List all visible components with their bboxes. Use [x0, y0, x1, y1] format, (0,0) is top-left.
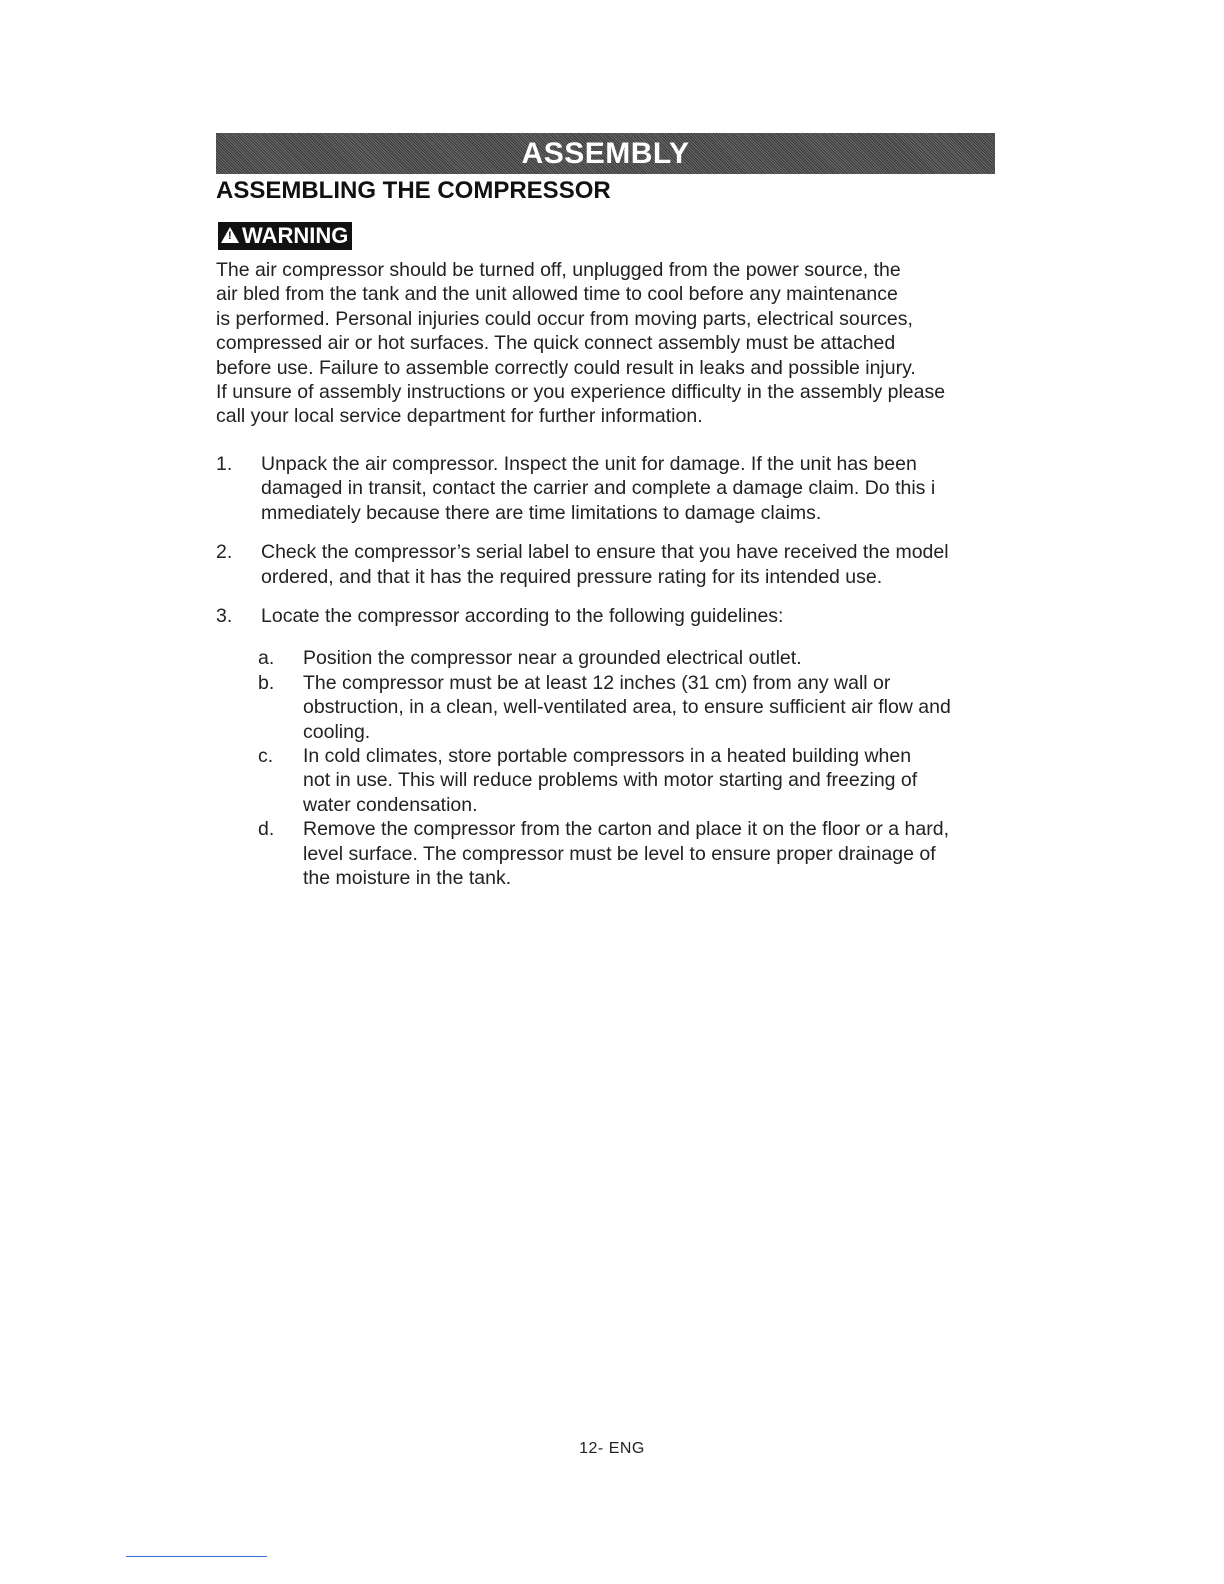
warning-line: air bled from the tank and the unit allowed time to cool before any maintenance	[216, 283, 898, 306]
substep-text	[303, 817, 949, 890]
step-line: mmediately because there are time limitations to damage claims.	[261, 501, 822, 524]
step-line: damaged in transit, contact the carrier and complete a damage claim. Do this i	[261, 477, 936, 500]
step-text	[261, 540, 1001, 589]
warning-line: If unsure of assembly instructions or you experience difficulty in the assembly please	[216, 381, 946, 404]
step-item	[216, 604, 1001, 628]
step-line: Unpack the air compressor. Inspect the unit for damage. If the unit has been	[261, 453, 917, 475]
substep-line: obstruction, in a clean, well-ventilated area, to ensure sufficient air flow and	[303, 696, 951, 719]
substep-line: water condensation.	[303, 793, 478, 816]
page-number: 12- ENG	[579, 1440, 645, 1457]
step-line: Locate the compressor according to the following guidelines:	[261, 605, 784, 628]
step-item	[216, 452, 1001, 525]
banner-title: ASSEMBLY	[521, 137, 690, 170]
substep-line: In cold climates, store portable compressors in a heated building when	[303, 745, 912, 768]
warning-paragraph	[216, 258, 1001, 429]
warning-triangle-icon: !	[221, 227, 239, 243]
step-line: ordered, and that it has the required pressure rating for its intended use.	[261, 565, 883, 588]
substep-text	[303, 744, 917, 817]
section-banner	[216, 133, 995, 174]
warning-line: before use. Failure to assemble correctly could result in leaks and possible injury.	[216, 356, 916, 379]
assembly-steps	[216, 452, 1001, 891]
warning-label: WARNING	[242, 223, 349, 248]
warning-line: call your local service department for further information.	[216, 405, 703, 428]
step-number: 3.	[216, 605, 233, 628]
warning-line: is performed. Personal injuries could occur from moving parts, electrical sources,	[216, 307, 913, 330]
substep-text	[303, 646, 802, 670]
step-text	[261, 604, 1001, 628]
guideline-substeps	[258, 646, 1001, 890]
warning-line: compressed air or hot surfaces. The quick connect assembly must be attached	[216, 332, 896, 355]
substep-letter: c.	[258, 745, 274, 768]
substep-line: cooling.	[303, 720, 371, 743]
substep-line: Position the compressor near a grounded electrical outlet.	[303, 647, 802, 670]
substep-item	[258, 744, 1001, 817]
footer-rule	[126, 1556, 267, 1557]
step-line: Check the compressor’s serial label to ensure that you have received the model	[261, 541, 949, 564]
warning-line: The air compressor should be turned off, unplugged from the power source, the	[216, 259, 901, 281]
step-item	[216, 540, 1001, 589]
substep-item	[258, 817, 1001, 890]
substep-item	[258, 646, 1001, 670]
substep-letter: a.	[258, 647, 275, 670]
substep-line: The compressor must be at least 12 inches (31 cm) from any wall or	[303, 671, 891, 694]
step-number: 1.	[216, 453, 233, 475]
section-heading: ASSEMBLING THE COMPRESSOR	[216, 177, 611, 204]
substep-text	[303, 671, 951, 744]
step-text	[261, 452, 1001, 525]
substep-line: level surface. The compressor must be level to ensure proper drainage of	[303, 842, 936, 865]
substep-letter: b.	[258, 671, 275, 694]
substep-item	[258, 671, 1001, 744]
substep-line: Remove the compressor from the carton and place it on the floor or a hard,	[303, 818, 949, 841]
warning-badge	[218, 222, 352, 250]
step-number: 2.	[216, 541, 233, 564]
substep-line: the moisture in the tank.	[303, 867, 512, 890]
substep-line: not in use. This will reduce problems with motor starting and freezing of	[303, 769, 918, 792]
substep-letter: d.	[258, 818, 275, 841]
